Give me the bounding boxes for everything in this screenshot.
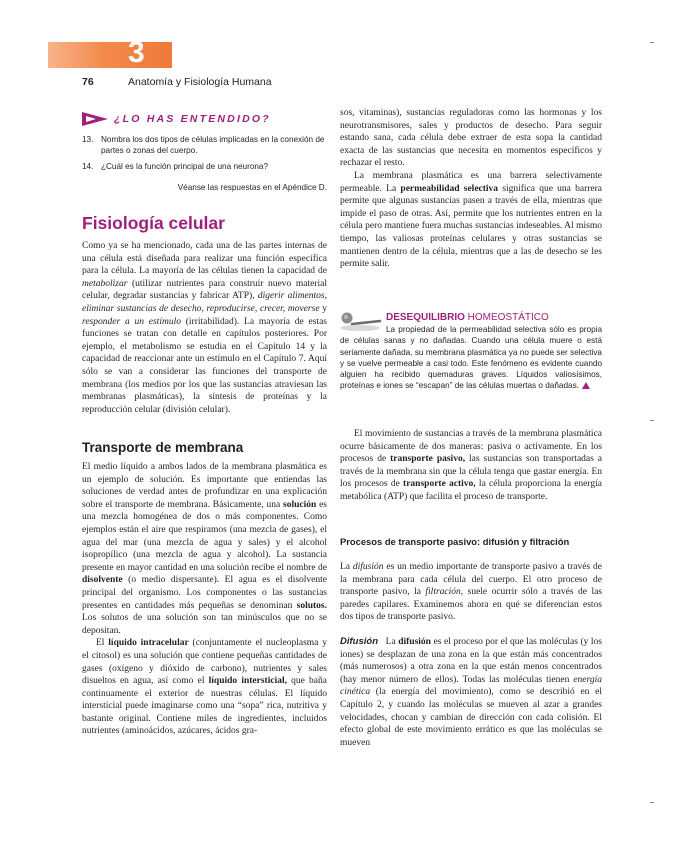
text-run: La (385, 637, 399, 647)
homeostatic-title (386, 312, 549, 323)
bold-term: permeabilidad selectiva (400, 183, 499, 194)
text-run: Los solutos de una solución son tan minúsculos que no se depositan. (82, 613, 327, 636)
question-number: 14. (82, 162, 94, 171)
text-run: La (340, 562, 353, 572)
text-run: las sustancias son transportadas a través de la membrana sin que la célula tenga que gastar energía. En los procesos de (340, 454, 602, 490)
quiz-question (82, 161, 327, 172)
question-text: ¿Cuál es la función principal de una neurona? (101, 162, 269, 171)
continuation-paragraph: sos, vitaminas), sustancias reguladoras como las hormonas y los neurotransmisores, sales y productos de desecho. Para seguir estando sana, cada célula debe extraer de esta sopa la cantidad exacta de las sustancias que necesita en momentos específicos y rechazar el resto. (340, 108, 602, 169)
text-run: es una mezcla homogénea de dos o más componentes. Como ejemplos están el aire que respiramos (una mezcla de gases), el agua del mar (una mezcla de agua y sales) y el alcohol isopropílico (una mezcla de agua y alcohol). La sustancia presente en mayor cantidad en una solución recibe el nombre de (82, 499, 328, 573)
text-run: significa que una barrera permite que algunas sustancias pasen a través de ella, mientras que impide el paso de otras. Así, permite que los nutrientes entren en la célula pero mantiene fuera muchas sustancias indeseables. Al mismo tiempo, las valiosas proteínas celulares y otras sustancias se mantienen dentro de la célula, mientras que a las de desecho se les permite salir. (340, 183, 603, 270)
text-run: El medio líquido a ambos lados de la membrana plasmática es un ejemplo de solución. Es importante que entiendas las soluciones de verdad antes de profundizar en una explicación sobre el transporte de membrana. Básicamente, una (82, 462, 327, 510)
passive-transport-title: Procesos de transporte pasivo: difusión y filtración (340, 536, 570, 547)
quiz-question (82, 134, 327, 156)
text-run: es un medio importante de transporte pasivo a través de la membrana para cada célula del cuerpo. El otro proceso de transporte pasivo, la (340, 562, 602, 598)
intro-paragraph (82, 240, 327, 416)
question-text: Nombra los dos tipos de células implicadas en la conexión de partes o zonas del cuerpo. (101, 135, 325, 155)
bold-term: solutos. (296, 600, 327, 611)
homeostatic-body (340, 324, 602, 392)
diffusion-paragraph (340, 636, 602, 749)
bold-term: difusión (398, 637, 431, 647)
text-run: El (96, 638, 109, 649)
margin-mark (650, 420, 654, 421)
text-run: (irritabilidad). La mayoría de estas funciones se tratan con detalle en capítulos posteriores. Por ejemplo, el metabolismo se estudia en el Capítulo 14 y la capacidad de reaccionar ante un estímulo en el Capítulo 7. Aquí sólo se van a considerar las funciones del transporte de membrana (los medios por los que las sustancias atraviesan las membranas plasmáticas), la síntesis de proteínas y la reproducción celular (división celular). (82, 316, 327, 415)
text-run: suele ocurrir sólo a través de las paredes capilares. Examinemos ahora en qué se diferencian estos dos tipos de transporte pasivo. (340, 587, 602, 623)
movement-paragraph (340, 428, 602, 504)
text-run: y (319, 303, 327, 314)
text-run: la célula proporciona la energía metabólica (ATP) que facilita el proceso de transporte. (340, 479, 602, 502)
quiz-questions (82, 134, 327, 177)
question-number: 13. (82, 135, 94, 144)
answers-note: Véanse las respuestas en el Apéndice D. (177, 183, 327, 192)
solution-paragraph (82, 461, 327, 637)
running-title: Anatomía y Fisiología Humana (128, 76, 272, 88)
transport-body (82, 461, 327, 738)
text-run: La propiedad de la permeabilidad selectiva sólo es propia de células sanas y no dañadas. Cuando una célula muere o está seriamente dañada, su membrana plasmática ya no puede ser selectiva y se vuelve permeable a casi todo. Este fenómeno es evidente cuando alguien ha recibido quemaduras graves. Líquidos valiosísimos, proteínas e iones se “escapan” de las células muertas o dañadas. (340, 325, 602, 391)
bold-term: disolvente (82, 575, 123, 586)
margin-mark (650, 42, 654, 43)
continuation-text (340, 107, 602, 271)
quiz-title: ¿LO HAS ENTENDIDO? (114, 113, 271, 125)
bold-term: líquido intersticial, (208, 676, 287, 687)
text-run: (conjuntamente el nucleoplasma y el citosol) es una solución que contiene pequeñas cantidades de gases (oxígeno y dióxido de carbono), nutrientes y sales disueltos en agua, así como el (82, 638, 327, 687)
bold-term: líquido intracelular (108, 638, 189, 649)
permeability-paragraph (340, 170, 602, 271)
italic-term: digerir alimentos, eliminar sustancias de desecho, reproducirse, crecer, moverse (82, 291, 327, 314)
bold-term: transporte pasivo, (390, 454, 466, 465)
intracellular-paragraph (82, 637, 327, 738)
bold-term: transporte activo, (403, 479, 476, 490)
text-run: que baña continuamente el exterior de nuestras células. El líquido intersticial puede imaginarse como una “sopa” rica, nutritiva y bastante original. Contiene miles de ingredientes, incluidos nutrientes (aminoácidos, azúcares, ácidos gra- (82, 676, 327, 737)
triangle-icon (582, 382, 590, 389)
italic-term: filtración, (425, 587, 464, 598)
text-run: (la energía del movimiento), como se describió en el Capítulo 2, y cuando las moléculas se mueven al azar a grandes velocidades, chocan y cambian de dirección con cada colisión. El efecto global de este movimiento errático es que las moléculas se mueven (340, 687, 602, 748)
section-title: Fisiología celular (82, 213, 225, 233)
italic-term: difusión (352, 562, 384, 572)
text-run: (utilizar nutrientes para construir nuevo material celular, degradar sustancias y fabricar ATP), (82, 278, 327, 302)
italic-term: metabolizar (82, 278, 128, 289)
text-run: Como ya se ha mencionado, cada una de las partes internas de una célula está diseñada para realizar una función específica para la célula. La mayoría de las células tienen la capacidad de (82, 241, 327, 277)
subsection-title: Transporte de membrana (82, 440, 244, 455)
arrow-icon-inner (86, 116, 96, 122)
text-run: es el proceso por el que las moléculas (y los iones) se desplazan de una zona en la que están más concentrados (más numerosos) a otra zona en la que están menos concentrados (hay menor número de ellos). Todas las moléculas tienen (340, 637, 602, 685)
title-rest: HOMEOSTÁTICO (464, 312, 549, 323)
chapter-number: 3 (128, 36, 145, 69)
bold-term: solución (283, 499, 317, 510)
margin-mark (650, 802, 654, 803)
diffusion-label: Difusión (340, 636, 378, 647)
italic-term: responder a un estímulo (82, 316, 181, 327)
text-run: La membrana plasmática es una barrera selectivamente permeable. La (340, 170, 602, 194)
title-bold: DESEQUILIBRIO (386, 312, 465, 323)
text-run: El movimiento de sustancias a través de la membrana plasmática ocurre básicamente de dos maneras: pasiva o activamente. En los procesos de (340, 429, 602, 465)
text-run: (o medio dispersante). El agua es el disolvente principal del organismo. Los componentes o las sustancias presentes en cantidades más pequeñas se denominan (82, 575, 327, 611)
italic-term: energía cinética (340, 674, 602, 698)
passive-paragraph (340, 561, 602, 624)
page-number: 76 (82, 76, 94, 88)
